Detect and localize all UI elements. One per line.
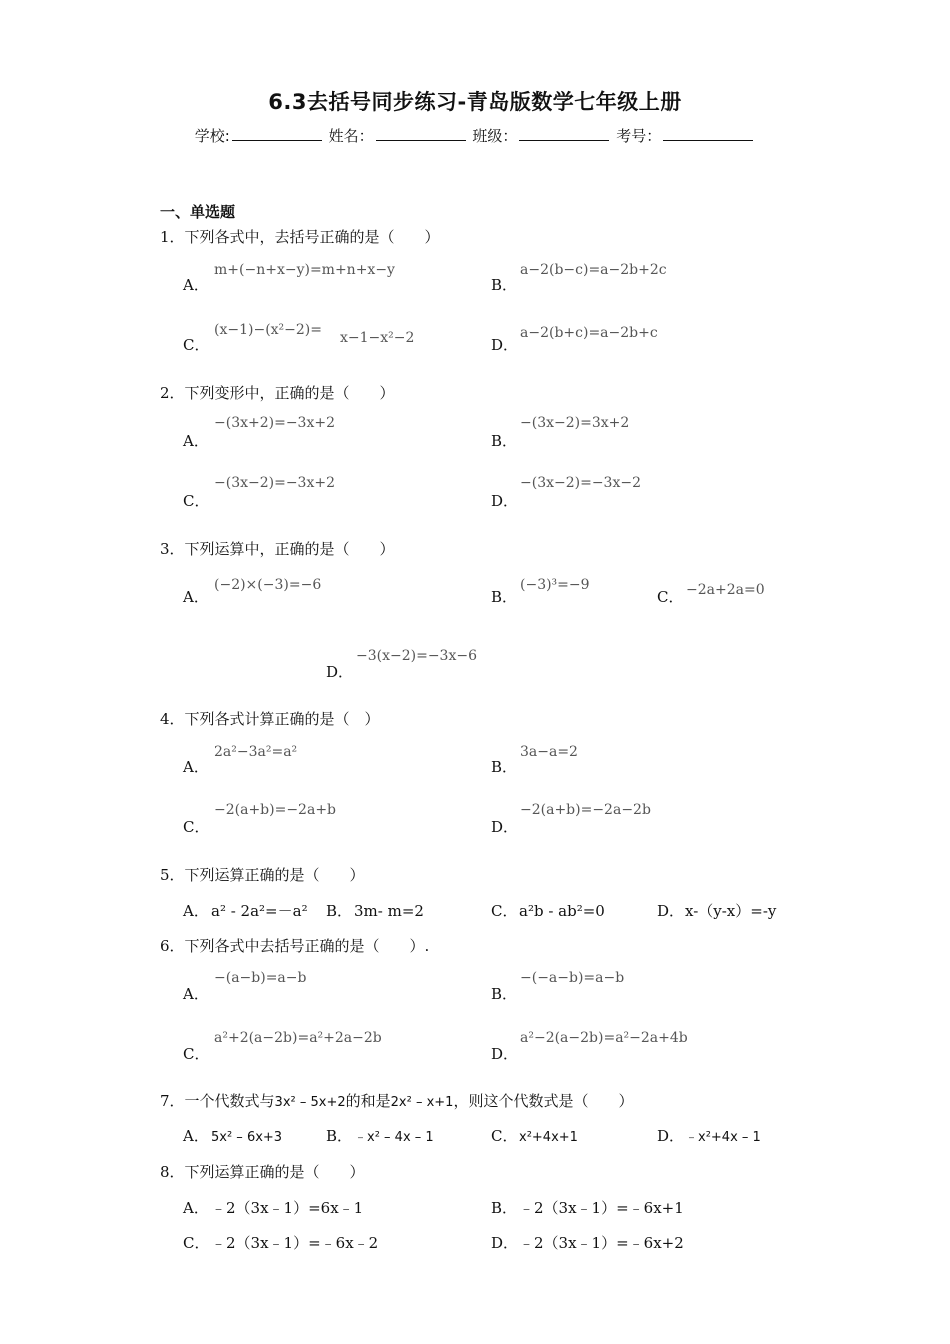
q7-option-a-label: A． — [183, 1127, 209, 1145]
q6-option-a-label[interactable]: A． — [183, 985, 209, 1003]
q5-option-b-expr: 3m- m=2 — [354, 902, 424, 920]
q7-option-b[interactable] — [326, 1125, 434, 1146]
q1-option-c-expr-cont: x−1−x²−2 — [340, 330, 415, 346]
question-7-stem — [160, 1090, 633, 1111]
q6-option-d-expr: a²−2(a−2b)=a²−2a+4b — [520, 1030, 688, 1046]
q3-option-b-expr: (−3)³=−9 — [520, 577, 590, 593]
q5-option-c-label: C． — [491, 902, 518, 920]
q8-option-c-label: C． — [183, 1234, 210, 1252]
q1-option-a-label[interactable]: A． — [183, 276, 209, 294]
q2-option-b-label[interactable]: B． — [491, 432, 518, 450]
q6-option-b-label[interactable]: B． — [491, 985, 518, 1003]
exam-no-label: 考号： — [616, 127, 662, 145]
q8-option-a[interactable] — [183, 1197, 363, 1218]
q8-option-a-label: A． — [183, 1199, 209, 1217]
q6-option-a-expr: −(a−b)=a−b — [214, 970, 307, 986]
q8-option-c[interactable] — [183, 1232, 378, 1253]
q1-option-a-expr: m+(−n+x−y)=m+n+x−y — [214, 262, 395, 278]
q7-option-c[interactable] — [491, 1125, 578, 1146]
q7-option-b-expr: ﹣x² – 4x – 1 — [354, 1130, 434, 1145]
q7-option-a-expr: 5x² – 6x+3 — [211, 1130, 283, 1145]
q8-option-a-expr: ﹣2（3x﹣1）=6x﹣1 — [211, 1199, 364, 1217]
q2-option-d-expr: −(3x−2)=−3x−2 — [520, 475, 641, 491]
q4-option-d-expr: −2(a+b)=−2a−2b — [520, 802, 651, 818]
q2-option-c-expr: −(3x−2)=−3x+2 — [214, 475, 335, 491]
school-label: 学校: — [194, 127, 230, 145]
q5-option-b[interactable] — [326, 900, 424, 921]
q1-option-c-label[interactable]: C． — [183, 336, 210, 354]
q5-option-d[interactable] — [657, 900, 776, 921]
q4-option-d-label[interactable]: D． — [491, 818, 519, 836]
q7-stem-part-3: ，则这个代数式是（ ） — [453, 1092, 634, 1110]
section-heading: 一、单选题 — [160, 203, 236, 221]
q5-option-a-expr: a² - 2a²=－a² — [211, 902, 308, 920]
q5-option-d-label: D． — [657, 902, 685, 920]
q6-option-b-expr: −(−a−b)=a−b — [520, 970, 625, 986]
q8-option-b[interactable] — [491, 1197, 684, 1218]
q2-option-b-expr: −(3x−2)=3x+2 — [520, 415, 630, 431]
q4-option-a-label[interactable]: A． — [183, 758, 209, 776]
q1-option-b-expr: a−2(b−c)=a−2b+2c — [520, 262, 667, 278]
q8-option-b-label: B． — [491, 1199, 518, 1217]
q5-option-c[interactable] — [491, 900, 605, 921]
q6-option-d-label[interactable]: D． — [491, 1045, 519, 1063]
q2-option-a-expr: −(3x+2)=−3x+2 — [214, 415, 335, 431]
q3-option-c-label[interactable]: C． — [657, 588, 684, 606]
q5-option-c-expr: a²b - ab²=0 — [519, 902, 605, 920]
q8-option-d-expr: ﹣2（3x﹣1）=﹣6x+2 — [519, 1234, 684, 1252]
q7-option-c-expr: x²+4x+1 — [519, 1130, 578, 1145]
q8-option-c-expr: ﹣2（3x﹣1）=﹣6x﹣2 — [211, 1234, 379, 1252]
q7-stem-expr-2: 2x² – x+1 — [390, 1095, 454, 1110]
q5-option-b-label: B． — [326, 902, 353, 920]
name-label: 姓名： — [328, 127, 374, 145]
q7-option-a[interactable] — [183, 1125, 282, 1146]
q3-option-a-label[interactable]: A． — [183, 588, 209, 606]
q3-option-a-expr: (−2)×(−3)=−6 — [214, 577, 322, 593]
question-1-stem: 1．下列各式中，去括号正确的是（ ） — [160, 228, 440, 246]
q5-option-a-label: A． — [183, 902, 209, 920]
q7-option-d-label: D． — [657, 1127, 685, 1145]
q1-option-d-expr: a−2(b+c)=a−2b+c — [520, 325, 658, 341]
question-3-stem: 3．下列运算中，正确的是（ ） — [160, 540, 395, 558]
question-5-stem: 5．下列运算正确的是（ ） — [160, 866, 365, 884]
q6-option-c-label[interactable]: C． — [183, 1045, 210, 1063]
class-blank[interactable] — [519, 126, 609, 141]
q7-stem-part-1: 7．一个代数式与 — [160, 1092, 275, 1110]
school-blank[interactable] — [232, 126, 322, 141]
q2-option-d-label[interactable]: D． — [491, 492, 519, 510]
q7-stem-expr-1: 3x² – 5x+2 — [274, 1095, 346, 1110]
q3-option-b-label[interactable]: B． — [491, 588, 518, 606]
q2-option-c-label[interactable]: C． — [183, 492, 210, 510]
question-2-stem: 2．下列变形中，正确的是（ ） — [160, 384, 395, 402]
q4-option-c-label[interactable]: C． — [183, 818, 210, 836]
q6-option-c-expr: a²+2(a−2b)=a²+2a−2b — [214, 1030, 382, 1046]
q4-option-b-label[interactable]: B． — [491, 758, 518, 776]
q7-stem-part-2: 的和是 — [345, 1092, 391, 1110]
q2-option-a-label[interactable]: A． — [183, 432, 209, 450]
q1-option-c-expr: (x−1)−(x²−2)= — [214, 322, 322, 338]
q3-option-c-expr: −2a+2a=0 — [686, 582, 765, 598]
q7-option-b-label: B． — [326, 1127, 353, 1145]
q4-option-a-expr: 2a²−3a²=a² — [214, 744, 298, 760]
question-4-stem: 4．下列各式计算正确的是（ ） — [160, 710, 380, 728]
q5-option-a[interactable] — [183, 900, 308, 921]
student-info-line — [0, 125, 950, 146]
name-blank[interactable] — [376, 126, 466, 141]
q8-option-b-expr: ﹣2（3x﹣1）=﹣6x+1 — [519, 1199, 684, 1217]
exam-no-blank[interactable] — [663, 126, 753, 141]
q7-option-d-expr: ﹣x²+4x – 1 — [685, 1130, 761, 1145]
q4-option-b-expr: 3a−a=2 — [520, 744, 578, 760]
q7-option-c-label: C． — [491, 1127, 518, 1145]
question-6-stem: 6．下列各式中去括号正确的是（ ）. — [160, 937, 430, 955]
q7-option-d[interactable] — [657, 1125, 761, 1146]
q8-option-d-label: D． — [491, 1234, 519, 1252]
page-title: 6.3去括号同步练习-青岛版数学七年级上册 — [268, 90, 682, 114]
q5-option-d-expr: x-（y-x）=-y — [685, 902, 777, 920]
q1-option-d-label[interactable]: D． — [491, 336, 519, 354]
q4-option-c-expr: −2(a+b)=−2a+b — [214, 802, 337, 818]
q3-option-d-expr: −3(x−2)=−3x−6 — [356, 648, 477, 664]
question-8-stem: 8．下列运算正确的是（ ） — [160, 1163, 365, 1181]
class-label: 班级： — [472, 127, 518, 145]
q8-option-d[interactable] — [491, 1232, 684, 1253]
q1-option-b-label[interactable]: B． — [491, 276, 518, 294]
q3-option-d-label[interactable]: D． — [326, 663, 354, 681]
